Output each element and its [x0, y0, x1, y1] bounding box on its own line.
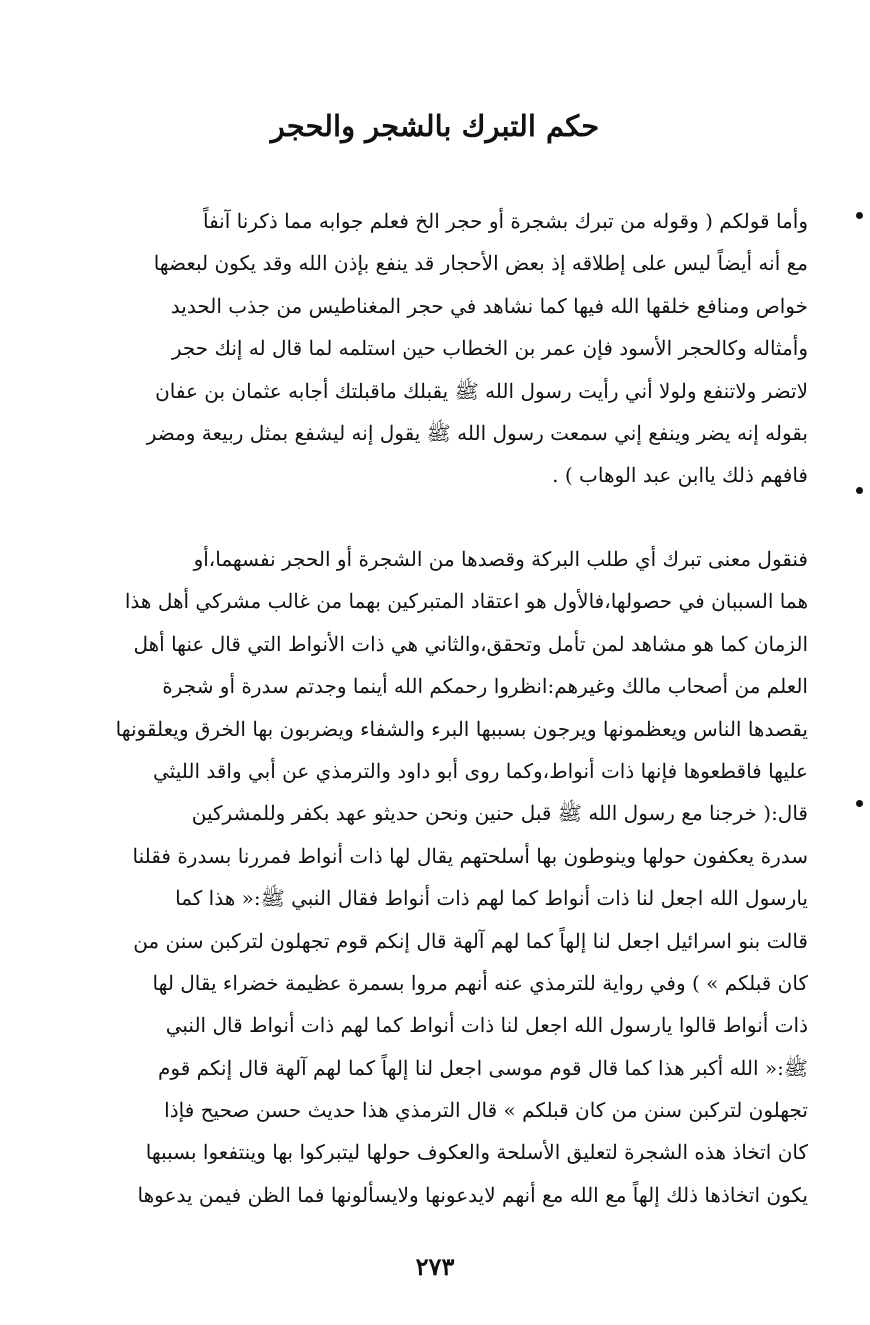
text-line: بقوله إنه يضر وينفع إني سمعت رسول الله ﷺ يقول إنه ليشفع بمثل ربيعة ومضر: [146, 420, 808, 445]
page-number: ٢٧٣: [415, 1252, 455, 1281]
text-line: لاتضر ولاتنفع ولولا أني رأيت رسول الله ﷺ يقبلك ماقبلتك أجابه عثمان بن عفان: [155, 378, 808, 403]
page-title: حكم التبرك بالشجر والحجر: [270, 109, 600, 143]
text-line: يكون اتخاذها ذلك إلهاً مع الله مع أنهم لايدعونها ولايسألونها فما الظن فيمن يدعوها: [137, 1182, 808, 1207]
paragraph-2: [60, 538, 808, 1216]
text-line: فافهم ذلك ياابن عبد الوهاب ) .: [552, 463, 808, 488]
text-line: مع أنه أيضاً ليس على إطلاقه إذ بعض الأحجار قد ينفع بإذن الله وقد يكون لبعضها: [153, 251, 808, 276]
text-line: الزمان كما هو مشاهد لمن تأمل وتحقق،والثاني هي ذات الأنواط التي قال عنها أهل: [133, 631, 808, 656]
text-line: تجهلون لتركبن سنن من كان قبلكم » قال الترمذي هذا حديث حسن صحيح فإذا: [164, 1098, 808, 1123]
text-line: قالت بنو اسرائيل اجعل لنا إلهاً كما لهم آلهة قال إنكم قوم تجهلون لتركبن سنن من: [133, 928, 808, 953]
text-line: عليها فاقطعوها فإنها ذات أنواط،وكما روى أبو داود والترمذي عن أبي واقد الليثي: [153, 758, 808, 783]
paragraph-1: [60, 200, 808, 497]
text-line: كان اتخاذ هذه الشجرة لتعليق الأسلحة والعكوف حولها ليتبركوا بها وينتفعوا بسببها: [145, 1140, 808, 1165]
text-line: قال:( خرجنا مع رسول الله ﷺ قبل حنين ونحن حديثو عهد بكفر وللمشركين: [191, 801, 808, 826]
margin-mark: [856, 212, 863, 219]
margin-mark: [856, 487, 863, 494]
text-line: كان قبلكم » ) وفي رواية للترمذي عنه أنهم مروا بسمرة عظيمة خضراء يقال لها: [152, 970, 808, 995]
text-line: ذات أنواط قالوا يارسول الله اجعل لنا ذات أنواط كما لهم ذات أنواط قال النبي: [165, 1013, 808, 1038]
text-line: العلم من أصحاب مالك وغيرهم:انظروا رحمكم الله أينما وجدتم سدرة أو شجرة: [162, 674, 808, 699]
text-line: فنقول معنى تبرك أي طلب البركة وقصدها من الشجرة أو الحجر نفسهما،أو: [193, 547, 808, 571]
text-line: يقصدها الناس ويعظمونها ويرجون بسببها البرء والشفاء ويضربون بها الخرق ويعلقونها: [115, 716, 808, 741]
text-line: وأما قولكم ( وقوله من تبرك بشجرة أو حجر الخ فعلم جوابه مما ذكرنا آنفاً: [202, 209, 808, 233]
text-line: ﷺ:« الله أكبر هذا كما قال قوم موسى اجعل لنا إلهاً كما لهم آلهة قال إنكم قوم: [158, 1055, 808, 1080]
text-line: سدرة يعكفون حولها وينوطون بها أسلحتهم يقال لها ذات أنواط فمررنا بسدرة فقلنا: [132, 843, 808, 868]
text-line: يارسول الله اجعل لنا ذات أنواط كما لهم ذات أنواط فقال النبي ﷺ:« هذا كما: [175, 886, 808, 911]
margin-mark: [856, 800, 863, 807]
text-line: خواص ومنافع خلقها الله فيها كما نشاهد في حجر المغناطيس من جذب الحديد: [170, 293, 808, 318]
text-line: هما السببان في حصولها،فالأول هو اعتقاد المتبركين بهما من غالب مشركي أهل هذا: [124, 589, 808, 614]
text-line: وأمثاله وكالحجر الأسود فإن عمر بن الخطاب حين استلمه لما قال له إنك حجر: [171, 336, 808, 361]
